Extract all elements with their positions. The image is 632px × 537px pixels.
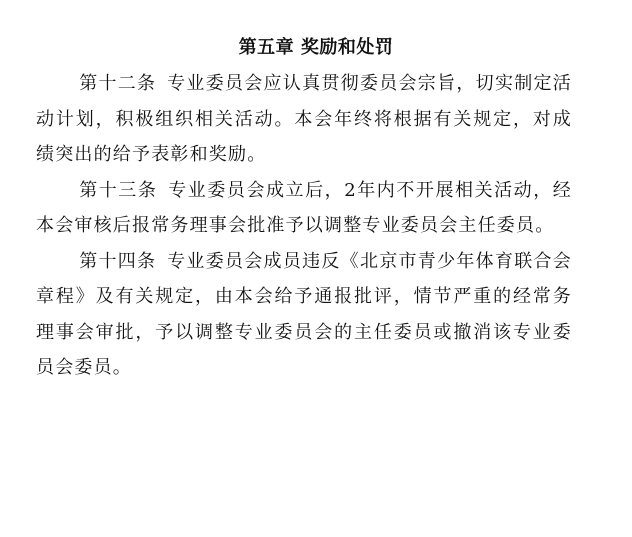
article-text: 专业委员会成员违反《北京市青少年体育联合会章程》及有关规定，由本会给予通报批评，情节严重的经常务理事会审批，予以调整专业委员会的主任委员或撤消该专业委员会委员。 xyxy=(36,250,572,378)
article-text: 专业委员会成立后，2年内不开展相关活动，经本会审核后报常务理事会批准予以调整专业委员会主任委员。 xyxy=(36,179,572,236)
article-14 xyxy=(36,244,572,386)
chapter-body xyxy=(36,66,572,386)
article-12 xyxy=(36,66,572,173)
chapter-title: 第五章 奖励和处罚 xyxy=(238,37,394,58)
article-label: 第十三条 xyxy=(79,179,158,201)
article-13 xyxy=(36,173,572,244)
article-text: 专业委员会应认真贯彻委员会宗旨，切实制定活动计划，积极组织相关活动。本会年终将根据有关规定，对成绩突出的给予表彰和奖励。 xyxy=(36,73,572,165)
article-label: 第十二条 xyxy=(79,73,157,94)
article-label: 第十四条 xyxy=(79,250,157,272)
